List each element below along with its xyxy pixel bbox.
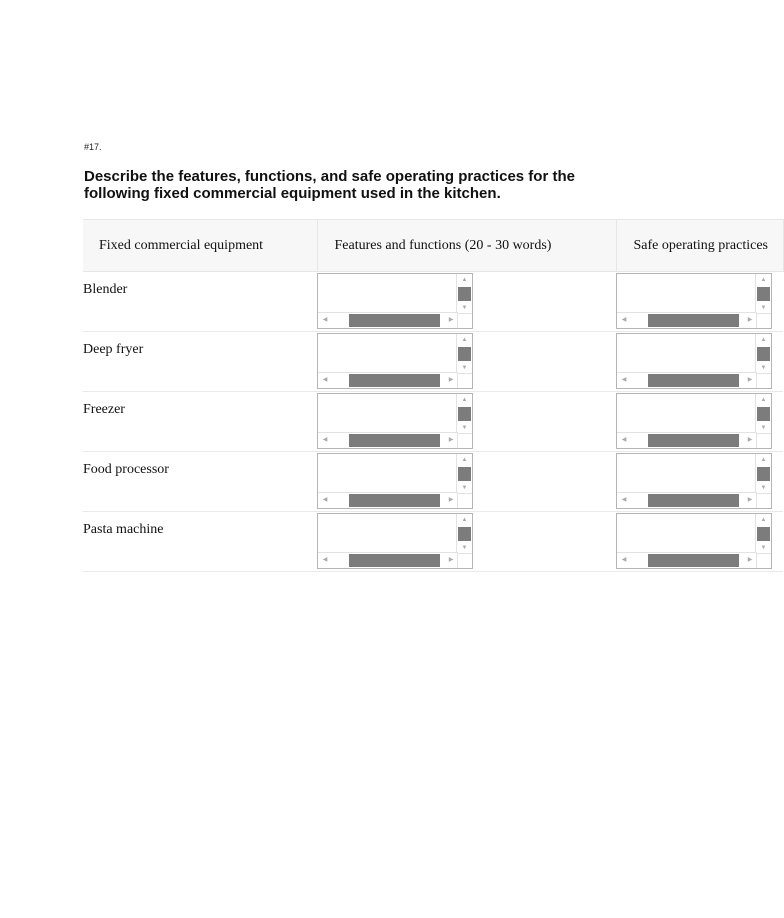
features-cell <box>317 452 616 512</box>
scroll-thumb-horizontal[interactable] <box>349 374 440 387</box>
features-cell <box>317 512 616 572</box>
resize-corner <box>756 313 771 328</box>
vertical-scrollbar[interactable] <box>755 334 771 374</box>
safety-cell <box>616 272 783 332</box>
vertical-scrollbar[interactable] <box>755 514 771 554</box>
resize-corner <box>457 433 472 448</box>
arrow-up-icon[interactable]: ▲ <box>461 397 468 403</box>
table-row <box>83 272 783 332</box>
table-header-row <box>83 220 783 272</box>
horizontal-scrollbar[interactable] <box>617 312 757 328</box>
arrow-up-icon[interactable]: ▲ <box>760 457 767 463</box>
vertical-scrollbar[interactable] <box>755 274 771 314</box>
resize-corner <box>457 313 472 328</box>
vertical-scrollbar[interactable] <box>755 394 771 434</box>
features-cell <box>317 272 616 332</box>
arrow-left-icon[interactable]: ◀ <box>322 377 328 383</box>
table-row <box>83 332 783 392</box>
arrow-up-icon[interactable]: ▲ <box>461 517 468 523</box>
safety-cell <box>616 332 783 392</box>
scroll-thumb-vertical[interactable] <box>458 347 471 361</box>
arrow-left-icon[interactable]: ◀ <box>322 437 328 443</box>
resize-corner <box>457 493 472 508</box>
horizontal-scrollbar[interactable] <box>617 372 757 388</box>
arrow-left-icon[interactable]: ◀ <box>621 377 627 383</box>
arrow-down-icon[interactable]: ▼ <box>461 485 468 491</box>
arrow-down-icon[interactable]: ▼ <box>760 305 767 311</box>
equipment-table-container <box>83 219 768 575</box>
arrow-right-icon[interactable]: ▶ <box>448 497 454 503</box>
scroll-thumb-vertical[interactable] <box>458 287 471 301</box>
equipment-name: Deep fryer <box>83 332 317 392</box>
safety-textarea[interactable] <box>616 333 772 389</box>
features-textarea[interactable] <box>317 393 473 449</box>
scroll-thumb-horizontal[interactable] <box>349 554 440 567</box>
arrow-down-icon[interactable]: ▼ <box>461 545 468 551</box>
safety-cell <box>616 392 783 452</box>
arrow-right-icon[interactable]: ▶ <box>448 377 454 383</box>
scroll-thumb-horizontal[interactable] <box>648 554 739 567</box>
scroll-thumb-vertical[interactable] <box>757 407 770 421</box>
arrow-down-icon[interactable]: ▼ <box>461 305 468 311</box>
arrow-right-icon[interactable]: ▶ <box>448 557 454 563</box>
scroll-thumb-horizontal[interactable] <box>648 374 739 387</box>
arrow-down-icon[interactable]: ▼ <box>760 425 767 431</box>
scroll-thumb-vertical[interactable] <box>757 527 770 541</box>
scroll-thumb-vertical[interactable] <box>458 467 471 481</box>
features-textarea[interactable] <box>317 513 473 569</box>
safety-cell <box>616 452 783 512</box>
resize-corner <box>457 553 472 568</box>
vertical-scrollbar[interactable] <box>456 454 472 494</box>
horizontal-scrollbar[interactable] <box>318 552 458 568</box>
equipment-name: Food processor <box>83 452 317 512</box>
vertical-scrollbar[interactable] <box>456 334 472 374</box>
equipment-name: Pasta machine <box>83 512 317 572</box>
features-textarea[interactable] <box>317 273 473 329</box>
arrow-down-icon[interactable]: ▼ <box>760 545 767 551</box>
horizontal-scrollbar[interactable] <box>318 432 458 448</box>
resize-corner <box>457 373 472 388</box>
question-number: #17. <box>84 142 102 152</box>
scroll-thumb-horizontal[interactable] <box>349 434 440 447</box>
horizontal-scrollbar[interactable] <box>318 372 458 388</box>
arrow-up-icon[interactable]: ▲ <box>760 337 767 343</box>
arrow-left-icon[interactable]: ◀ <box>621 317 627 323</box>
arrow-left-icon[interactable]: ◀ <box>621 497 627 503</box>
scroll-thumb-vertical[interactable] <box>458 407 471 421</box>
arrow-up-icon[interactable]: ▲ <box>461 457 468 463</box>
arrow-up-icon[interactable]: ▲ <box>461 337 468 343</box>
arrow-down-icon[interactable]: ▼ <box>760 365 767 371</box>
scroll-thumb-vertical[interactable] <box>757 467 770 481</box>
arrow-left-icon[interactable]: ◀ <box>322 317 328 323</box>
table-row <box>83 452 783 512</box>
question-prompt: Describe the features, functions, and safe operating practices for the following fixed commercial equipment used in the kitchen. <box>84 168 575 202</box>
horizontal-scrollbar[interactable] <box>617 432 757 448</box>
safety-textarea[interactable] <box>616 393 772 449</box>
scroll-thumb-vertical[interactable] <box>757 347 770 361</box>
arrow-left-icon[interactable]: ◀ <box>322 557 328 563</box>
resize-corner <box>756 553 771 568</box>
arrow-right-icon[interactable]: ▶ <box>747 377 753 383</box>
scroll-thumb-horizontal[interactable] <box>349 314 440 327</box>
header-equipment: Fixed commercial equipment <box>83 220 317 272</box>
arrow-right-icon[interactable]: ▶ <box>747 497 753 503</box>
safety-textarea[interactable] <box>616 513 772 569</box>
table-row <box>83 512 783 572</box>
arrow-down-icon[interactable]: ▼ <box>760 485 767 491</box>
features-textarea[interactable] <box>317 453 473 509</box>
equipment-name: Blender <box>83 272 317 332</box>
horizontal-scrollbar[interactable] <box>318 492 458 508</box>
resize-corner <box>756 493 771 508</box>
arrow-down-icon[interactable]: ▼ <box>461 425 468 431</box>
vertical-scrollbar[interactable] <box>456 514 472 554</box>
scroll-thumb-horizontal[interactable] <box>648 494 739 507</box>
resize-corner <box>756 373 771 388</box>
arrow-right-icon[interactable]: ▶ <box>747 557 753 563</box>
scroll-thumb-horizontal[interactable] <box>648 434 739 447</box>
safety-cell <box>616 512 783 572</box>
arrow-right-icon[interactable]: ▶ <box>747 437 753 443</box>
safety-textarea[interactable] <box>616 273 772 329</box>
arrow-up-icon[interactable]: ▲ <box>760 517 767 523</box>
vertical-scrollbar[interactable] <box>456 394 472 434</box>
arrow-up-icon[interactable]: ▲ <box>461 277 468 283</box>
safety-textarea[interactable] <box>616 453 772 509</box>
features-cell <box>317 332 616 392</box>
features-cell <box>317 392 616 452</box>
arrow-left-icon[interactable]: ◀ <box>621 557 627 563</box>
scroll-thumb-horizontal[interactable] <box>349 494 440 507</box>
resize-corner <box>756 433 771 448</box>
arrow-up-icon[interactable]: ▲ <box>760 397 767 403</box>
header-features: Features and functions (20 - 30 words) <box>317 220 616 272</box>
scroll-thumb-horizontal[interactable] <box>648 314 739 327</box>
horizontal-scrollbar[interactable] <box>617 552 757 568</box>
horizontal-scrollbar[interactable] <box>617 492 757 508</box>
arrow-left-icon[interactable]: ◀ <box>322 497 328 503</box>
horizontal-scrollbar[interactable] <box>318 312 458 328</box>
table-row <box>83 392 783 452</box>
arrow-left-icon[interactable]: ◀ <box>621 437 627 443</box>
scroll-thumb-vertical[interactable] <box>757 287 770 301</box>
vertical-scrollbar[interactable] <box>456 274 472 314</box>
arrow-down-icon[interactable]: ▼ <box>461 365 468 371</box>
equipment-table <box>83 219 784 572</box>
header-safety: Safe operating practices <box>616 220 783 272</box>
features-textarea[interactable] <box>317 333 473 389</box>
arrow-right-icon[interactable]: ▶ <box>448 317 454 323</box>
arrow-up-icon[interactable]: ▲ <box>760 277 767 283</box>
arrow-right-icon[interactable]: ▶ <box>448 437 454 443</box>
scroll-thumb-vertical[interactable] <box>458 527 471 541</box>
arrow-right-icon[interactable]: ▶ <box>747 317 753 323</box>
vertical-scrollbar[interactable] <box>755 454 771 494</box>
equipment-name: Freezer <box>83 392 317 452</box>
